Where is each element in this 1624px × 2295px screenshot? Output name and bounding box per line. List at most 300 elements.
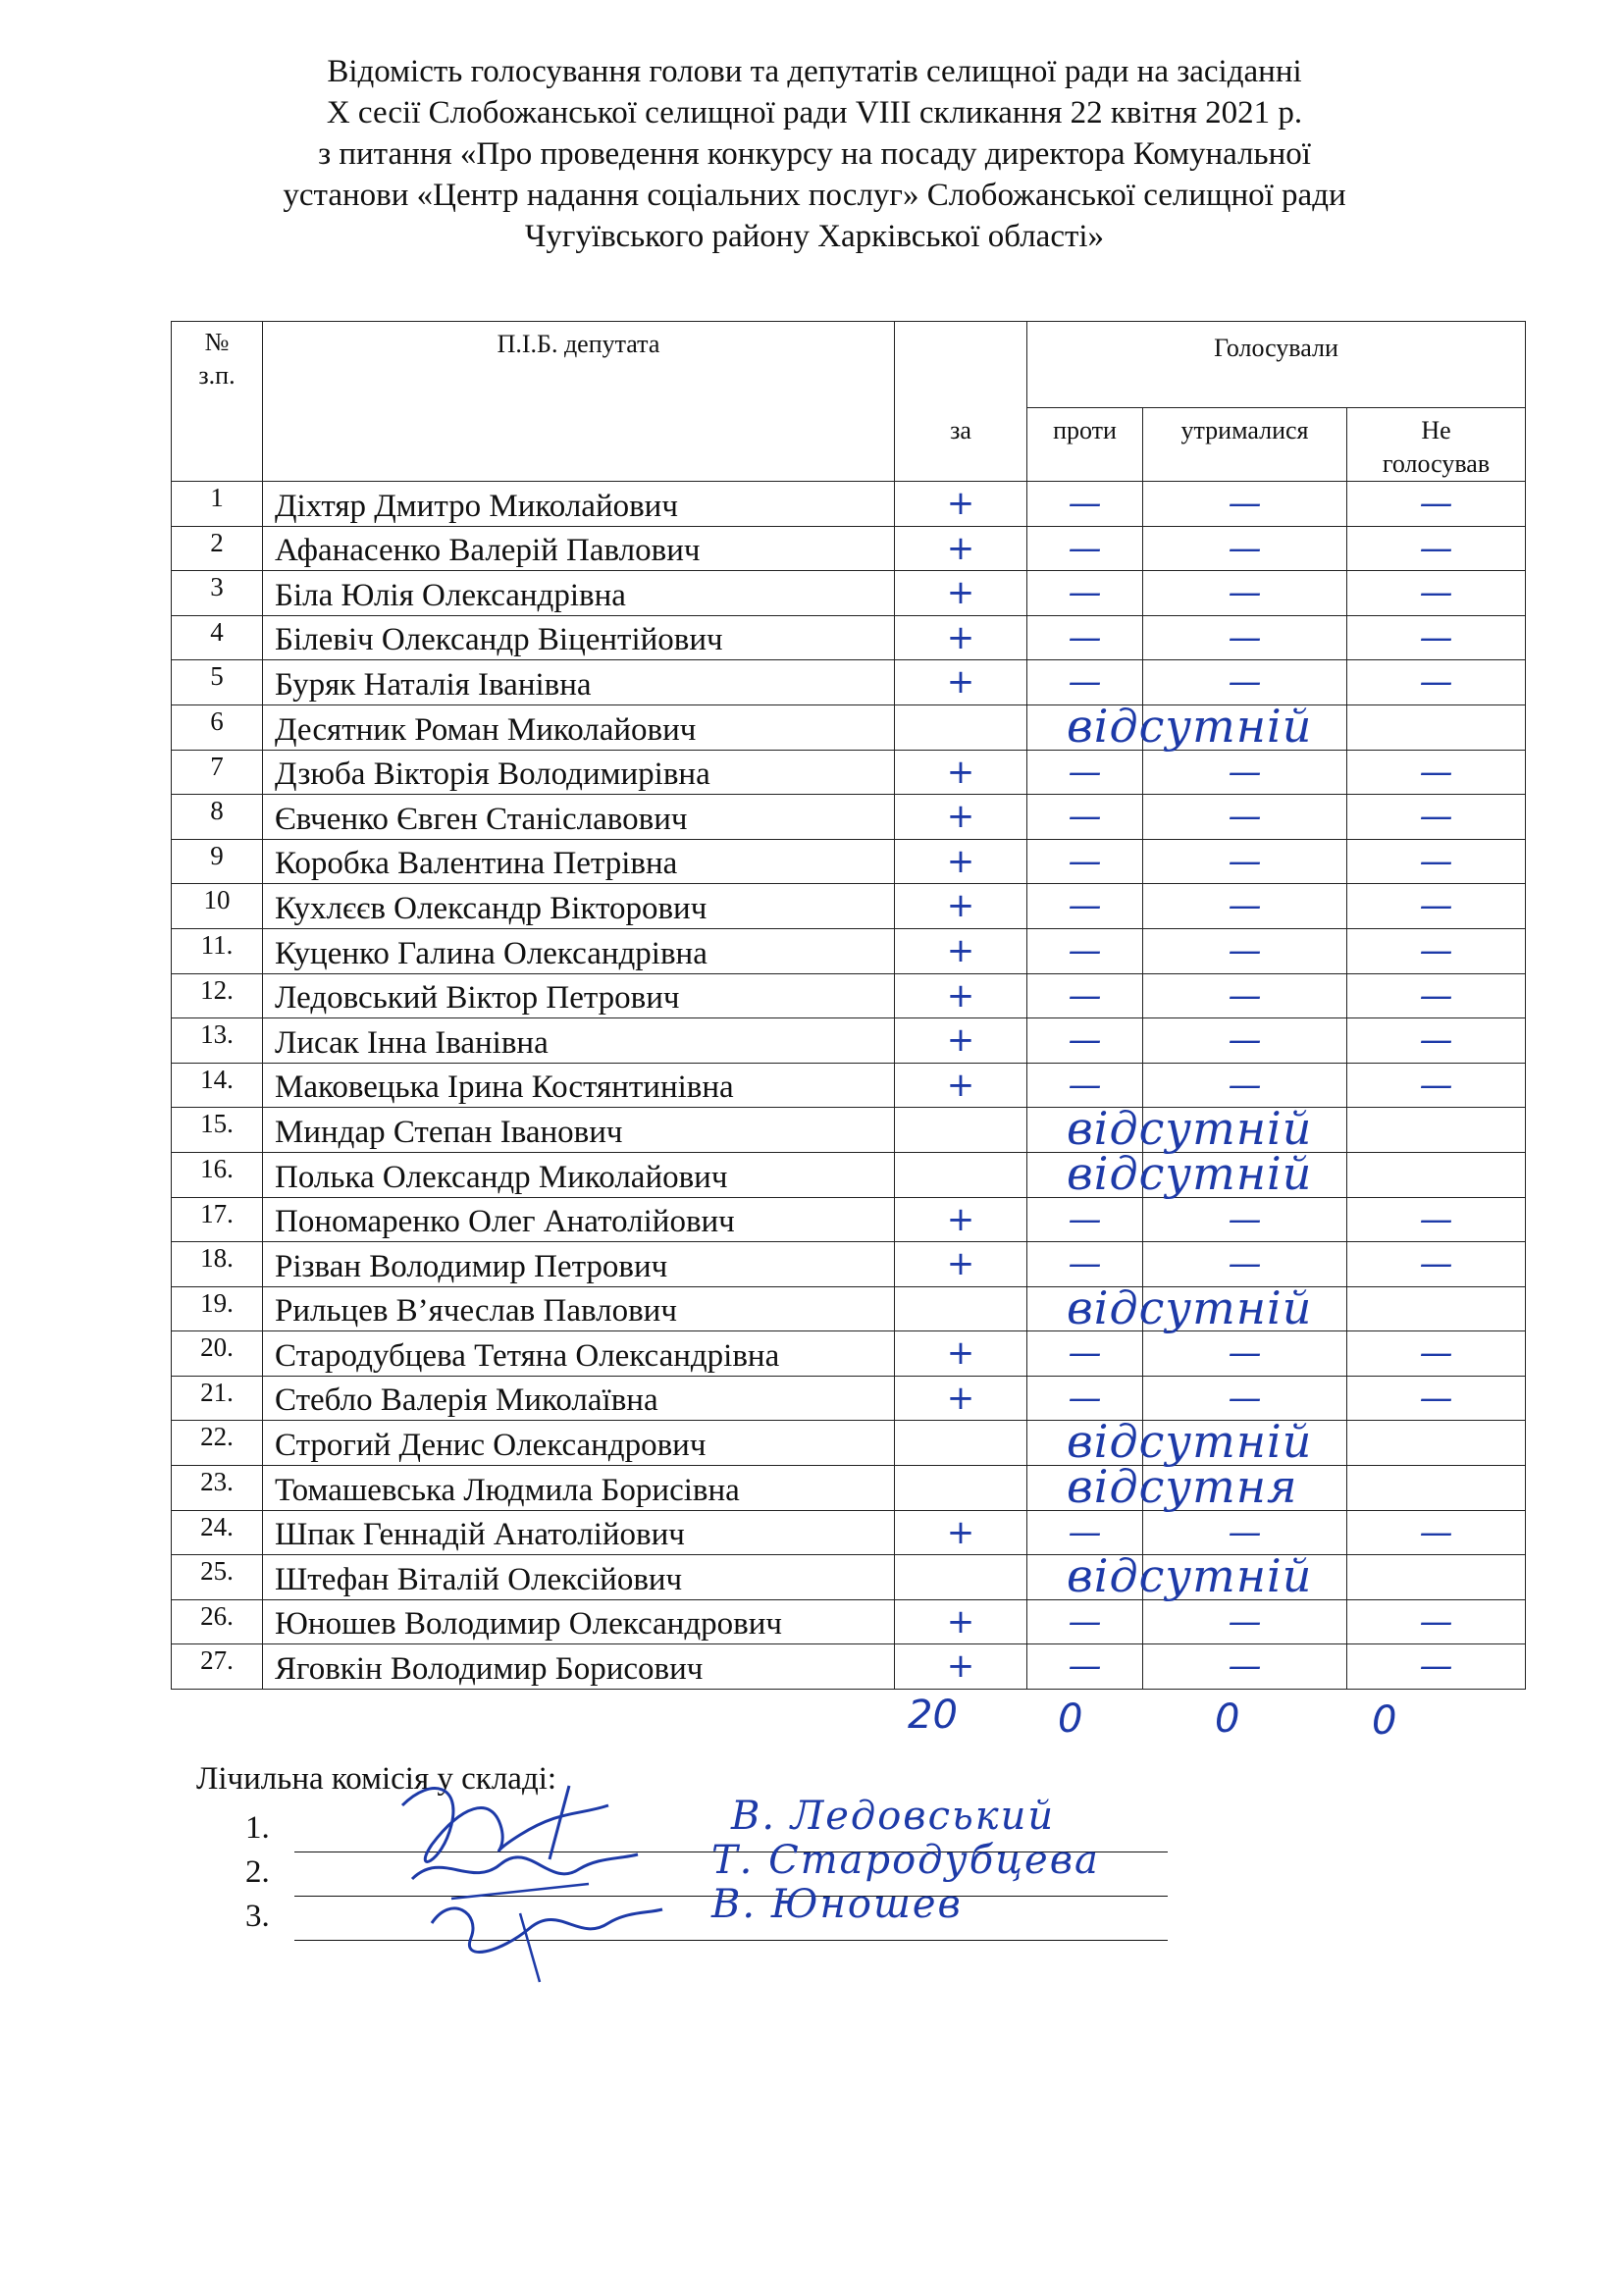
vote-against-mark: —: [1068, 1244, 1102, 1284]
vote-for-cell: [895, 928, 1027, 973]
row-number: 26.: [172, 1599, 263, 1644]
document-header: [147, 51, 1482, 257]
vote-abstained-mark: —: [1228, 752, 1262, 792]
vote-not-voted-cell: [1347, 1242, 1526, 1287]
vote-not-voted-mark: —: [1419, 662, 1453, 703]
vote-against-cell: [1027, 1102, 1313, 1156]
vote-for-mark: +: [946, 1020, 975, 1061]
vote-for-cell: [895, 1466, 1027, 1511]
column-header-for-top: [895, 322, 1027, 408]
vote-for-cell: [895, 1421, 1027, 1466]
commission-member-handwritten-name: В. Ледовський: [731, 1794, 1056, 1839]
vote-abstained-mark: —: [1228, 797, 1262, 837]
vote-for-cell: [895, 1644, 1027, 1690]
deputy-name: Маковецька Ірина Костянтинівна: [263, 1063, 895, 1108]
vote-for-cell: [895, 526, 1027, 571]
vote-against-mark: —: [1068, 1512, 1102, 1552]
vote-abstained-cell: [1143, 660, 1347, 705]
row-number: 18.: [172, 1242, 263, 1287]
column-header-number: [172, 322, 263, 482]
vote-against-cell: [1027, 615, 1143, 660]
vote-for-mark: +: [946, 841, 975, 881]
vote-abstained-cell: [1143, 615, 1347, 660]
vote-for-mark: +: [946, 528, 975, 568]
vote-not-voted-mark: —: [1419, 797, 1453, 837]
vote-abstained-mark: —: [1228, 617, 1262, 657]
vote-not-voted-mark: —: [1419, 841, 1453, 881]
vote-abstained-mark: —: [1228, 573, 1262, 613]
total-not-voted: 0: [1372, 1698, 1397, 1744]
vote-not-voted-cell: [1347, 1152, 1526, 1197]
table-row: [172, 795, 1526, 840]
table-row: [172, 1242, 1526, 1287]
vote-abstained-cell: [1143, 795, 1347, 840]
vote-not-voted-mark: —: [1419, 528, 1453, 568]
vote-abstained-cell: [1143, 884, 1347, 929]
vote-for-mark: +: [946, 662, 975, 703]
vote-not-voted-mark: —: [1419, 617, 1453, 657]
vote-not-voted-cell: [1347, 1331, 1526, 1377]
total-for: 20: [908, 1693, 958, 1738]
vote-not-voted-cell: [1347, 1510, 1526, 1555]
deputy-name: Рильцев В’ячеслав Павлович: [263, 1286, 895, 1331]
table-row: [172, 1063, 1526, 1108]
vote-for-mark: +: [946, 886, 975, 926]
deputy-name: Ледовський Віктор Петрович: [263, 973, 895, 1018]
vote-for-mark: +: [946, 1199, 975, 1239]
vote-against-mark: —: [1068, 1646, 1102, 1687]
column-header-not-voted-line1: Не: [1421, 416, 1451, 444]
vote-for-cell: [895, 1197, 1027, 1242]
vote-not-voted-cell: [1347, 1108, 1526, 1153]
vote-against-mark: —: [1068, 797, 1102, 837]
vote-abstained-cell: [1143, 973, 1347, 1018]
vote-not-voted-cell: [1347, 1018, 1526, 1064]
deputy-name: Біла Юлія Олександрівна: [263, 571, 895, 616]
vote-for-cell: [895, 1108, 1027, 1153]
vote-not-voted-cell: [1347, 839, 1526, 884]
row-number: 5: [172, 660, 263, 705]
vote-not-voted-cell: [1347, 1197, 1526, 1242]
vote-for-cell: [895, 1152, 1027, 1197]
vote-for-mark: +: [946, 1601, 975, 1642]
vote-not-voted-cell: [1347, 571, 1526, 616]
column-header-against: проти: [1027, 408, 1143, 482]
vote-not-voted-cell: [1347, 660, 1526, 705]
vote-abstained-cell: [1143, 1555, 1347, 1600]
table-row: [172, 928, 1526, 973]
vote-abstained-cell: [1143, 1466, 1347, 1511]
deputy-name: Коробка Валентина Петрівна: [263, 839, 895, 884]
vote-abstained-mark: —: [1228, 484, 1262, 523]
commission-title: Лічильна комісія у складі:: [196, 1761, 557, 1797]
column-header-number-line1: №: [204, 328, 230, 356]
vote-not-voted-cell: [1347, 1421, 1526, 1466]
header-line-3: з питання «Про проведення конкурсу на посаду директора Комунальної: [318, 136, 1311, 172]
deputy-name: Миндар Степан Іванович: [263, 1108, 895, 1153]
vote-not-voted-cell: [1347, 1063, 1526, 1108]
vote-not-voted-cell: [1347, 482, 1526, 527]
vote-against-mark: —: [1068, 886, 1102, 926]
voting-table: [171, 321, 1526, 1690]
vote-abstained-mark: —: [1228, 975, 1262, 1016]
vote-abstained-mark: —: [1228, 1601, 1262, 1642]
vote-abstained-mark: —: [1228, 1065, 1262, 1105]
vote-abstained-cell: [1143, 1376, 1347, 1421]
vote-for-cell: [895, 615, 1027, 660]
vote-against-cell: [1027, 571, 1143, 616]
vote-for-mark: +: [946, 1244, 975, 1284]
table-row: [172, 1018, 1526, 1064]
vote-for-mark: +: [946, 1333, 975, 1374]
vote-against-cell: [1027, 482, 1143, 527]
vote-against-cell: [1027, 1197, 1143, 1242]
row-number: 1: [172, 482, 263, 527]
vote-not-voted-mark: —: [1419, 1244, 1453, 1284]
row-number: 10: [172, 884, 263, 929]
vote-against-cell: [1027, 1549, 1313, 1603]
vote-abstained-cell: [1143, 750, 1347, 795]
vote-against-mark: —: [1068, 1378, 1102, 1418]
column-header-name: П.І.Б. депутата: [263, 322, 895, 482]
table-row: [172, 1286, 1526, 1331]
row-number: 8: [172, 795, 263, 840]
table-row: [172, 1197, 1526, 1242]
table-row: [172, 973, 1526, 1018]
vote-for-cell: [895, 795, 1027, 840]
table-row: [172, 884, 1526, 929]
vote-against-cell: [1027, 750, 1143, 795]
vote-for-cell: [895, 1555, 1027, 1600]
vote-not-voted-cell: [1347, 1286, 1526, 1331]
vote-not-voted-cell: [1347, 1555, 1526, 1600]
table-row: [172, 1466, 1526, 1511]
table-row: [172, 1421, 1526, 1466]
vote-against-mark: —: [1068, 975, 1102, 1016]
vote-not-voted-mark: —: [1419, 1601, 1453, 1642]
absent-handwritten-note: відсутня: [1067, 1460, 1298, 1514]
row-number: 20.: [172, 1331, 263, 1377]
deputy-name: Яговкін Володимир Борисович: [263, 1644, 895, 1690]
row-number: 9: [172, 839, 263, 884]
vote-not-voted-cell: [1347, 1466, 1526, 1511]
vote-not-voted-mark: —: [1419, 1333, 1453, 1374]
vote-not-voted-cell: [1347, 1644, 1526, 1690]
vote-against-cell: [1027, 1644, 1143, 1690]
vote-against-cell: [1027, 1018, 1143, 1064]
vote-against-mark: —: [1068, 1601, 1102, 1642]
vote-not-voted-cell: [1347, 750, 1526, 795]
row-number: 7: [172, 750, 263, 795]
absent-handwritten-note: відсутній: [1067, 1102, 1313, 1156]
vote-against-cell: [1027, 795, 1143, 840]
row-number: 24.: [172, 1510, 263, 1555]
vote-abstained-mark: —: [1228, 662, 1262, 703]
vote-for-mark: +: [946, 484, 975, 523]
vote-against-cell: [1027, 973, 1143, 1018]
vote-for-cell: [895, 660, 1027, 705]
table-row: [172, 571, 1526, 616]
vote-for-cell: [895, 1599, 1027, 1644]
vote-abstained-mark: —: [1228, 1199, 1262, 1239]
vote-against-cell: [1027, 928, 1143, 973]
commission-member-number: 3.: [245, 1899, 270, 1934]
vote-not-voted-cell: [1347, 884, 1526, 929]
vote-abstained-cell: [1143, 1331, 1347, 1377]
column-header-not-voted-line2: голосував: [1382, 449, 1491, 478]
vote-for-cell: [895, 1331, 1027, 1377]
vote-abstained-mark: —: [1228, 1020, 1262, 1061]
deputy-name: Десятник Роман Миколайович: [263, 704, 895, 750]
vote-abstained-cell: [1143, 1644, 1347, 1690]
column-header-number-line2: з.п.: [198, 361, 236, 390]
deputy-name: Різван Володимир Петрович: [263, 1242, 895, 1287]
vote-abstained-mark: —: [1228, 1512, 1262, 1552]
vote-against-cell: [1027, 1146, 1313, 1200]
vote-for-cell: [895, 1376, 1027, 1421]
vote-against-cell: [1027, 1242, 1143, 1287]
deputy-name: Євченко Євген Станіславович: [263, 795, 895, 840]
absent-handwritten-note: відсутній: [1067, 1415, 1313, 1469]
vote-for-cell: [895, 750, 1027, 795]
vote-against-cell: [1027, 699, 1313, 753]
vote-against-cell: [1027, 884, 1143, 929]
table-row: [172, 839, 1526, 884]
row-number: 3: [172, 571, 263, 616]
deputy-name: Афанасенко Валерій Павлович: [263, 526, 895, 571]
vote-abstained-cell: [1143, 1063, 1347, 1108]
vote-abstained-mark: —: [1228, 1646, 1262, 1687]
header-line-4: установи «Центр надання соціальних послуг» Слобожанської селищної ради: [283, 178, 1346, 213]
vote-against-mark: —: [1068, 841, 1102, 881]
row-number: 22.: [172, 1421, 263, 1466]
row-number: 14.: [172, 1063, 263, 1108]
vote-not-voted-cell: [1347, 1599, 1526, 1644]
vote-abstained-cell: [1143, 1197, 1347, 1242]
vote-abstained-cell: [1143, 839, 1347, 884]
vote-not-voted-cell: [1347, 973, 1526, 1018]
vote-against-mark: —: [1068, 528, 1102, 568]
vote-not-voted-mark: —: [1419, 484, 1453, 523]
vote-for-mark: +: [946, 797, 975, 837]
table-row: [172, 1599, 1526, 1644]
vote-not-voted-mark: —: [1419, 1020, 1453, 1061]
vote-against-mark: —: [1068, 1065, 1102, 1105]
deputy-name: Полька Олександр Миколайович: [263, 1152, 895, 1197]
header-line-1: Відомість голосування голови та депутатів селищної ради на засіданні: [327, 54, 1302, 89]
signature-scribble-3: [412, 1884, 667, 1992]
vote-abstained-cell: [1143, 928, 1347, 973]
deputy-name: Стебло Валерія Миколаївна: [263, 1376, 895, 1421]
vote-abstained-mark: —: [1228, 1244, 1262, 1284]
table-row: [172, 1108, 1526, 1153]
vote-abstained-cell: [1143, 1018, 1347, 1064]
vote-against-cell: [1027, 839, 1143, 884]
vote-for-cell: [895, 884, 1027, 929]
vote-for-cell: [895, 839, 1027, 884]
vote-for-mark: +: [946, 930, 975, 970]
row-number: 12.: [172, 973, 263, 1018]
row-number: 19.: [172, 1286, 263, 1331]
absent-handwritten-note: відсутній: [1067, 1549, 1313, 1603]
table-row: [172, 750, 1526, 795]
vote-for-cell: [895, 1018, 1027, 1064]
row-number: 13.: [172, 1018, 263, 1064]
vote-for-cell: [895, 482, 1027, 527]
vote-abstained-mark: —: [1228, 930, 1262, 970]
voting-table-body: [172, 482, 1526, 1690]
vote-for-mark: +: [946, 1646, 975, 1687]
commission-member-handwritten-name: В. Юношев: [711, 1882, 963, 1927]
row-number: 2: [172, 526, 263, 571]
deputy-name: Юношев Володимир Олександрович: [263, 1599, 895, 1644]
vote-against-cell: [1027, 1415, 1313, 1469]
deputy-name: Куценко Галина Олександрівна: [263, 928, 895, 973]
vote-not-voted-mark: —: [1419, 975, 1453, 1016]
vote-against-mark: —: [1068, 1199, 1102, 1239]
vote-for-cell: [895, 1510, 1027, 1555]
commission-member-number: 2.: [245, 1854, 270, 1890]
vote-abstained-cell: [1143, 571, 1347, 616]
table-row: [172, 526, 1526, 571]
deputy-name: Стародубцева Тетяна Олександрівна: [263, 1331, 895, 1377]
deputy-name: Томашевська Людмила Борисівна: [263, 1466, 895, 1511]
table-row: [172, 660, 1526, 705]
vote-against-mark: —: [1068, 930, 1102, 970]
table-row: [172, 1644, 1526, 1690]
vote-against-cell: [1027, 1063, 1143, 1108]
vote-not-voted-mark: —: [1419, 573, 1453, 613]
vote-against-mark: —: [1068, 617, 1102, 657]
table-row: [172, 704, 1526, 750]
vote-against-cell: [1027, 1280, 1313, 1334]
vote-for-cell: [895, 1063, 1027, 1108]
vote-not-voted-cell: [1347, 526, 1526, 571]
vote-abstained-cell: [1143, 1510, 1347, 1555]
vote-not-voted-mark: —: [1419, 886, 1453, 926]
vote-abstained-cell: [1143, 1421, 1347, 1466]
row-number: 23.: [172, 1466, 263, 1511]
vote-abstained-cell: [1143, 1599, 1347, 1644]
total-abstained: 0: [1215, 1696, 1240, 1742]
vote-for-cell: [895, 1242, 1027, 1287]
absent-handwritten-note: відсутній: [1067, 699, 1313, 753]
vote-for-mark: +: [946, 617, 975, 657]
vote-abstained-mark: —: [1228, 1378, 1262, 1418]
vote-for-mark: +: [946, 1378, 975, 1418]
deputy-name: Штефан Віталій Олексійович: [263, 1555, 895, 1600]
vote-not-voted-mark: —: [1419, 1065, 1453, 1105]
row-number: 4: [172, 615, 263, 660]
vote-against-cell: [1027, 1510, 1143, 1555]
table-row: [172, 615, 1526, 660]
vote-not-voted-mark: —: [1419, 752, 1453, 792]
vote-for-cell: [895, 704, 1027, 750]
vote-against-mark: —: [1068, 752, 1102, 792]
vote-not-voted-mark: —: [1419, 930, 1453, 970]
vote-for-mark: +: [946, 1512, 975, 1552]
vote-not-voted-cell: [1347, 704, 1526, 750]
vote-against-mark: —: [1068, 573, 1102, 613]
vote-not-voted-cell: [1347, 795, 1526, 840]
vote-against-cell: [1027, 1460, 1298, 1514]
row-number: 11.: [172, 928, 263, 973]
vote-against-cell: [1027, 1376, 1143, 1421]
header-line-2: X сесії Слобожанської селищної ради VIII скликання 22 квітня 2021 р.: [326, 95, 1303, 130]
vote-abstained-cell: [1143, 526, 1347, 571]
vote-for-mark: +: [946, 975, 975, 1016]
vote-not-voted-mark: —: [1419, 1646, 1453, 1687]
vote-against-cell: [1027, 526, 1143, 571]
deputy-name: Буряк Наталія Іванівна: [263, 660, 895, 705]
table-row: [172, 1555, 1526, 1600]
deputy-name: Дзюба Вікторія Володимирівна: [263, 750, 895, 795]
deputy-name: Пономаренко Олег Анатолійович: [263, 1197, 895, 1242]
table-row: [172, 482, 1526, 527]
vote-against-mark: —: [1068, 662, 1102, 703]
row-number: 16.: [172, 1152, 263, 1197]
vote-not-voted-cell: [1347, 928, 1526, 973]
vote-not-voted-cell: [1347, 1376, 1526, 1421]
vote-abstained-cell: [1143, 704, 1347, 750]
table-row: [172, 1376, 1526, 1421]
vote-abstained-cell: [1143, 1152, 1347, 1197]
vote-against-mark: —: [1068, 1333, 1102, 1374]
vote-abstained-mark: —: [1228, 886, 1262, 926]
vote-for-mark: +: [946, 573, 975, 613]
row-number: 21.: [172, 1376, 263, 1421]
vote-against-mark: —: [1068, 1020, 1102, 1061]
column-header-not-voted: [1347, 408, 1526, 482]
vote-for-cell: [895, 571, 1027, 616]
row-number: 27.: [172, 1644, 263, 1690]
column-header-abstained: утрималися: [1143, 408, 1347, 482]
deputy-name: Строгий Денис Олександрович: [263, 1421, 895, 1466]
vote-abstained-mark: —: [1228, 1333, 1262, 1374]
vote-abstained-cell: [1143, 482, 1347, 527]
vote-abstained-mark: —: [1228, 841, 1262, 881]
vote-not-voted-mark: —: [1419, 1378, 1453, 1418]
column-header-for: за: [895, 408, 1027, 482]
table-row: [172, 1510, 1526, 1555]
vote-abstained-cell: [1143, 1242, 1347, 1287]
vote-against-cell: [1027, 1599, 1143, 1644]
vote-abstained-mark: —: [1228, 528, 1262, 568]
vote-totals: [0, 1693, 1624, 1751]
commission-member-handwritten-name: Т. Стародубцева: [711, 1838, 1100, 1883]
row-number: 6: [172, 704, 263, 750]
vote-for-mark: +: [946, 752, 975, 792]
header-line-5: Чугуївського району Харківської області»: [524, 219, 1105, 254]
vote-for-cell: [895, 973, 1027, 1018]
deputy-name: Кухлєєв Олександр Вікторович: [263, 884, 895, 929]
vote-against-mark: —: [1068, 484, 1102, 523]
vote-abstained-cell: [1143, 1286, 1347, 1331]
table-row: [172, 1331, 1526, 1377]
deputy-name: Лисак Інна Іванівна: [263, 1018, 895, 1064]
vote-abstained-cell: [1143, 1108, 1347, 1153]
table-row: [172, 1152, 1526, 1197]
vote-not-voted-mark: —: [1419, 1512, 1453, 1552]
vote-against-cell: [1027, 1331, 1143, 1377]
vote-against-cell: [1027, 660, 1143, 705]
vote-not-voted-mark: —: [1419, 1199, 1453, 1239]
row-number: 15.: [172, 1108, 263, 1153]
row-number: 25.: [172, 1555, 263, 1600]
row-number: 17.: [172, 1197, 263, 1242]
total-against: 0: [1058, 1696, 1083, 1742]
vote-not-voted-cell: [1347, 615, 1526, 660]
